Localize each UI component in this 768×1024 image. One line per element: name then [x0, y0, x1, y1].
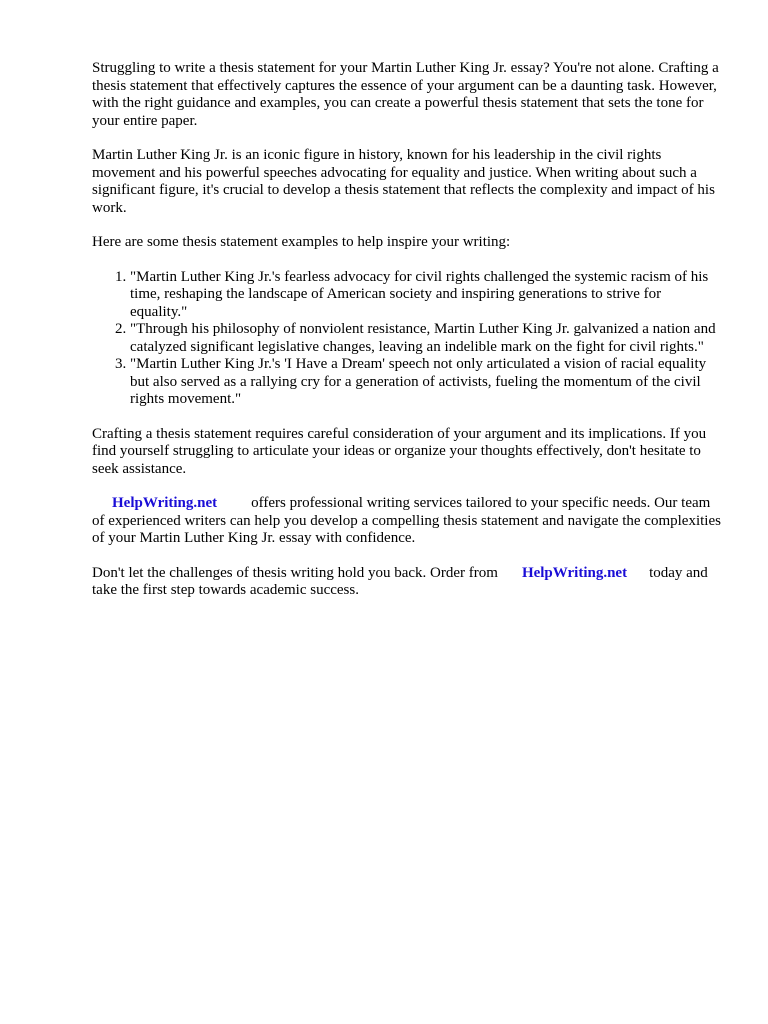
- helpwriting-link[interactable]: HelpWriting.net: [112, 495, 218, 511]
- list-item: 1. "Martin Luther King Jr.'s fearless advocacy for civil rights challenged the systemic racism of his time, reshaping the landscape of American society and inspiring generations to strive for equality.": [130, 269, 722, 322]
- offer-text: offers professional writing services tailored to your specific needs. Our team of experienced writers can help you develop a compelling thesis statement and navigate the complexities of your Martin Luther King Jr. essay with confidence.: [92, 495, 721, 546]
- document-body: [92, 60, 722, 617]
- helpwriting-link-order[interactable]: HelpWriting.net: [521, 564, 628, 581]
- list-item: 2. "Through his philosophy of nonviolent resistance, Martin Luther King Jr. galvanized a nation and catalyzed significant legislative changes, leaving an indelible mark on the fight for civil rights.": [130, 321, 722, 356]
- offer-paragraph: [92, 495, 722, 548]
- closing-text-after: today and take the first step towards academic success.: [92, 564, 708, 598]
- closing-paragraph: [92, 565, 722, 600]
- thesis-examples-list: [92, 269, 722, 409]
- examples-intro-paragraph: Here are some thesis statement examples to help inspire your writing:: [92, 234, 511, 250]
- intro-paragraph: Struggling to write a thesis statement for your Martin Luther King Jr. essay? You're not alone. Crafting a thesis statement that effectively captures the essence of your argument can be a daunting task. However, with the right guidance and examples, you can create a powerful thesis statement that sets the tone for your entire paper.: [92, 60, 719, 129]
- list-item: 3. "Martin Luther King Jr.'s 'I Have a Dream' speech not only articulated a vision of racial equality but also served as a rallying cry for a generation of activists, fueling the momentum of the civil rights movement.": [130, 356, 722, 409]
- closing-text-before: Don't let the challenges of thesis writing hold you back. Order from: [92, 564, 498, 581]
- crafting-paragraph: Crafting a thesis statement requires careful consideration of your argument and its implications. If you find yourself struggling to articulate your ideas or organize your thoughts effectively, don't hesitate to seek assistance.: [92, 425, 707, 477]
- background-paragraph: Martin Luther King Jr. is an iconic figure in history, known for his leadership in the civil rights movement and his powerful speeches advocating for equality and justice. When writing about such a significant figure, it's crucial to develop a thesis statement that reflects the complexity and impact of his work.: [92, 147, 715, 216]
